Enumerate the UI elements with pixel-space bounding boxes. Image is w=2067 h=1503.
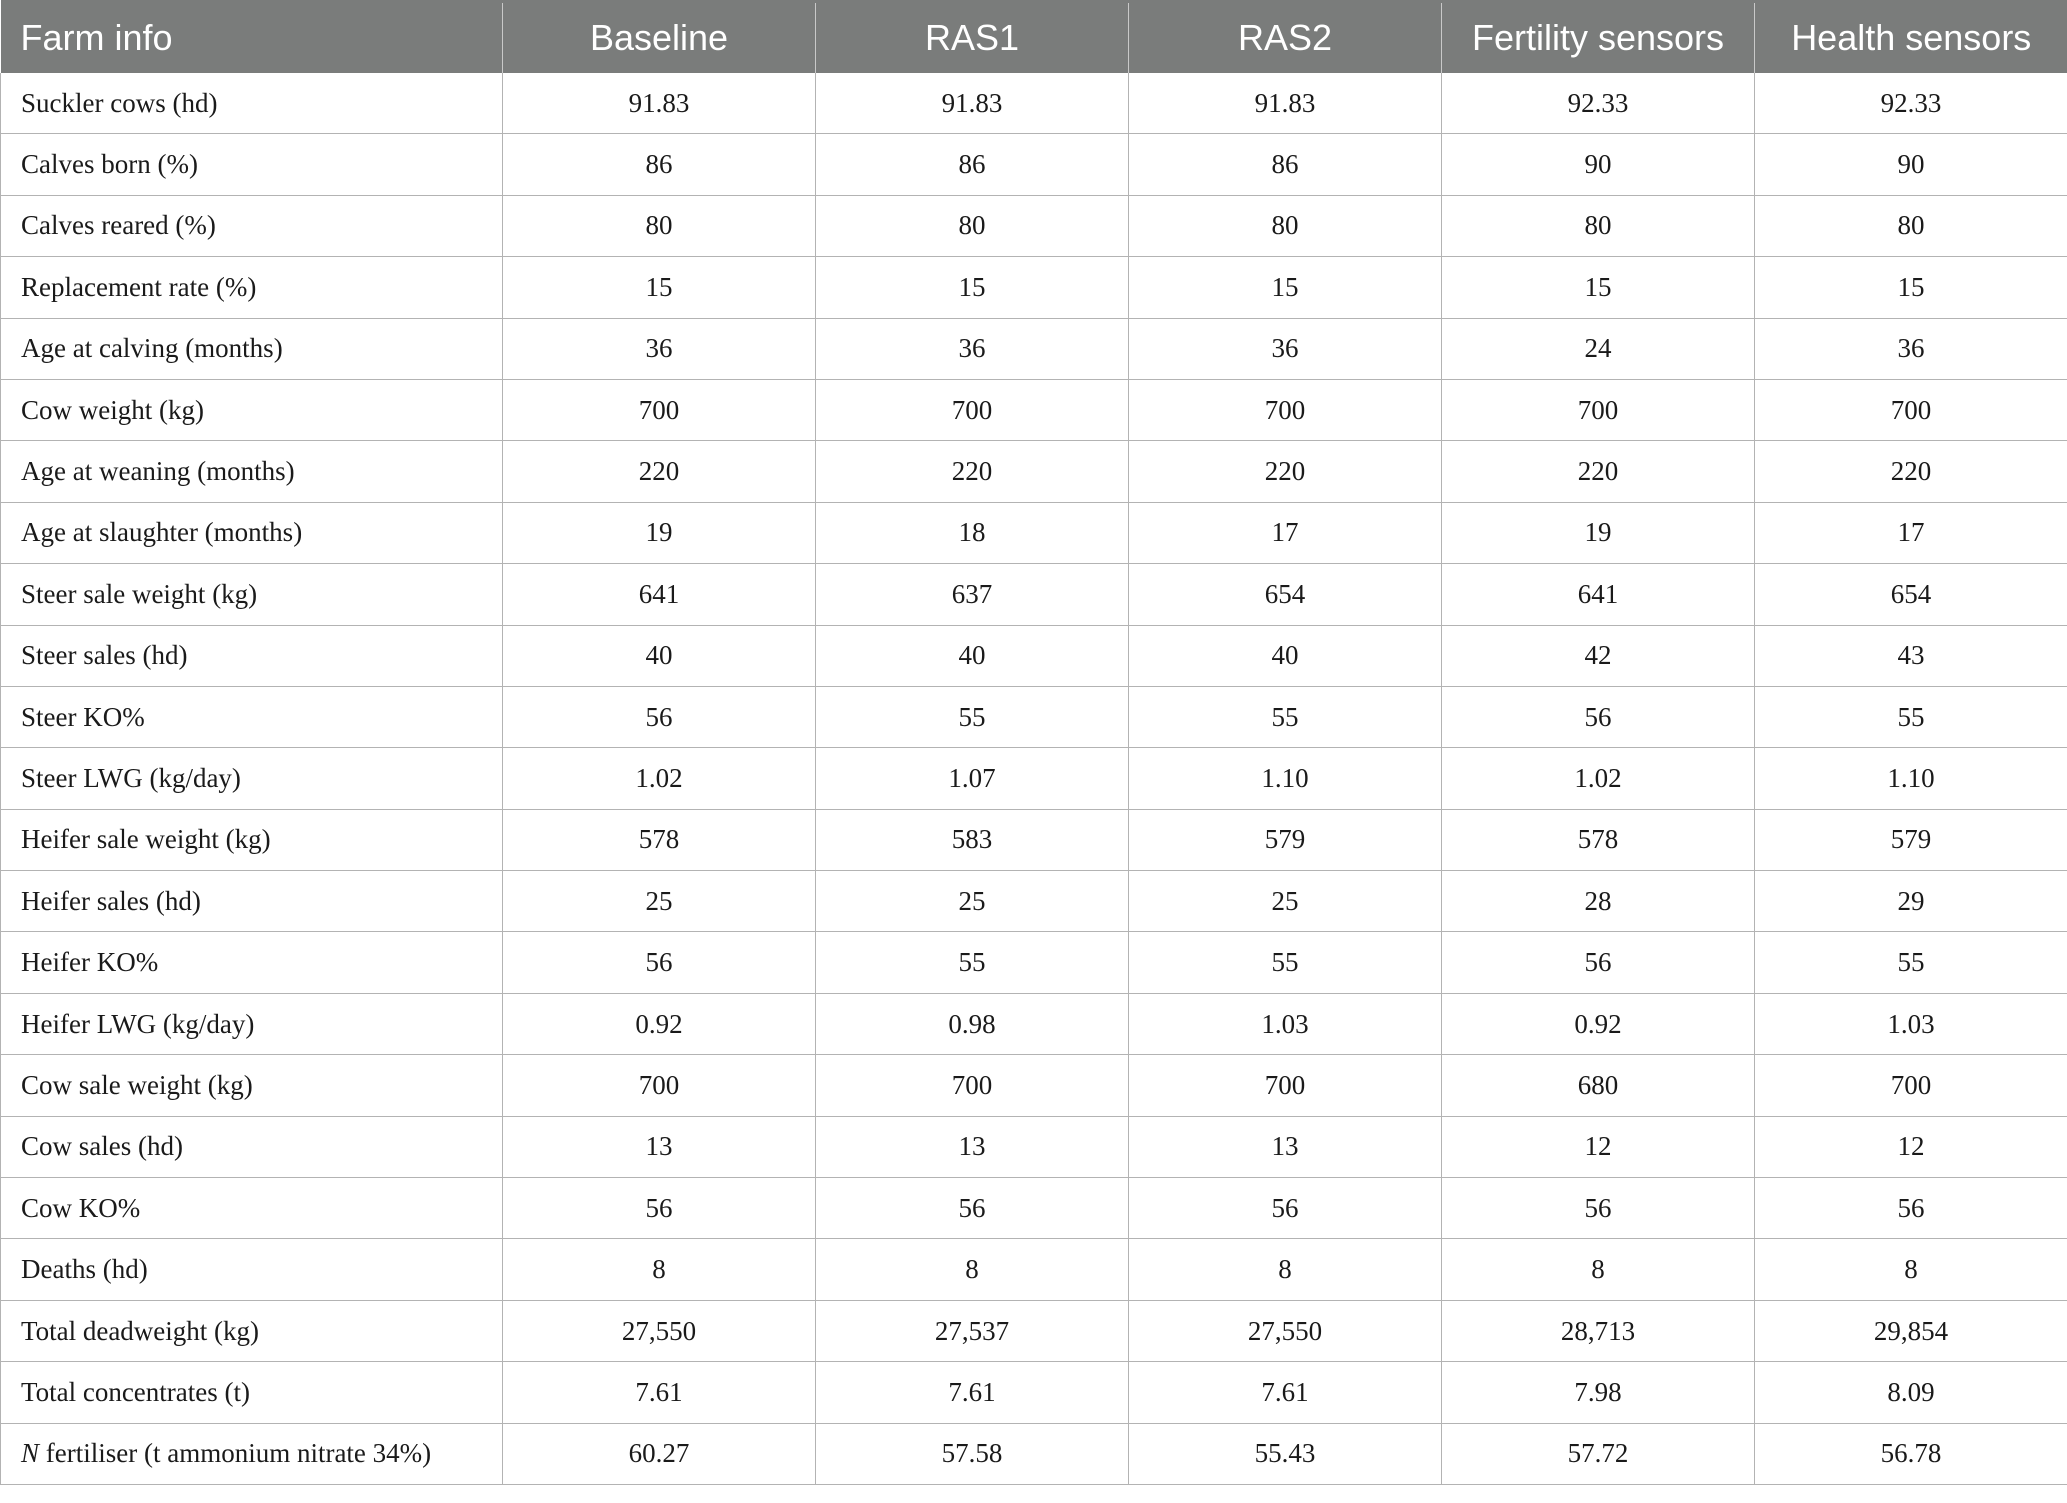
cell-fertility-sensors: 24 [1442,318,1755,379]
cell-ras2: 1.10 [1129,748,1442,809]
cell-baseline: 220 [503,441,816,502]
cell-health-sensors: 1.10 [1755,748,2067,809]
cell-baseline: 27,550 [503,1300,816,1361]
row-label: Heifer KO% [1,932,503,993]
table-row [1,1239,2067,1300]
row-label: Calves reared (%) [1,195,503,256]
cell-baseline: 8 [503,1239,816,1300]
cell-ras1: 56 [816,1178,1129,1239]
cell-baseline: 36 [503,318,816,379]
row-label: Age at slaughter (months) [1,502,503,563]
cell-health-sensors: 29 [1755,871,2067,932]
table-body [1,73,2067,1484]
cell-baseline: 80 [503,195,816,256]
table-row [1,257,2067,318]
cell-ras1: 36 [816,318,1129,379]
cell-baseline: 19 [503,502,816,563]
cell-fertility-sensors: 19 [1442,502,1755,563]
cell-fertility-sensors: 56 [1442,686,1755,747]
cell-health-sensors: 36 [1755,318,2067,379]
cell-health-sensors: 56 [1755,1178,2067,1239]
cell-ras2: 1.03 [1129,993,1442,1054]
table-row [1,134,2067,195]
row-label: Heifer sales (hd) [1,871,503,932]
cell-ras2: 36 [1129,318,1442,379]
cell-ras2: 7.61 [1129,1362,1442,1423]
cell-fertility-sensors: 28,713 [1442,1300,1755,1361]
row-label: Heifer LWG (kg/day) [1,993,503,1054]
cell-ras2: 55 [1129,686,1442,747]
cell-baseline: 700 [503,1055,816,1116]
cell-fertility-sensors: 12 [1442,1116,1755,1177]
cell-health-sensors: 12 [1755,1116,2067,1177]
cell-health-sensors: 55 [1755,686,2067,747]
cell-fertility-sensors: 7.98 [1442,1362,1755,1423]
table-row [1,932,2067,993]
table-row [1,195,2067,256]
row-label: Age at calving (months) [1,318,503,379]
cell-ras1: 55 [816,686,1129,747]
table-row [1,1116,2067,1177]
cell-ras2: 654 [1129,564,1442,625]
row-label: Suckler cows (hd) [1,73,503,134]
cell-ras2: 13 [1129,1116,1442,1177]
cell-fertility-sensors: 80 [1442,195,1755,256]
row-label: Cow sales (hd) [1,1116,503,1177]
row-label-italic-prefix: N [21,1438,40,1469]
cell-ras1: 0.98 [816,993,1129,1054]
cell-ras2: 700 [1129,1055,1442,1116]
cell-ras1: 700 [816,1055,1129,1116]
cell-health-sensors: 15 [1755,257,2067,318]
row-label: Deaths (hd) [1,1239,503,1300]
cell-health-sensors: 17 [1755,502,2067,563]
column-header-ras2: RAS2 [1129,2,1442,74]
cell-ras2: 220 [1129,441,1442,502]
row-label: Steer KO% [1,686,503,747]
cell-ras1: 13 [816,1116,1129,1177]
cell-baseline: 578 [503,809,816,870]
cell-baseline: 700 [503,379,816,440]
cell-health-sensors: 1.03 [1755,993,2067,1054]
cell-baseline: 56 [503,686,816,747]
table-row [1,441,2067,502]
row-label: Total deadweight (kg) [1,1300,503,1361]
cell-fertility-sensors: 578 [1442,809,1755,870]
cell-health-sensors: 90 [1755,134,2067,195]
cell-ras2: 17 [1129,502,1442,563]
cell-ras2: 27,550 [1129,1300,1442,1361]
cell-ras2: 40 [1129,625,1442,686]
cell-health-sensors: 8 [1755,1239,2067,1300]
cell-fertility-sensors: 1.02 [1442,748,1755,809]
cell-fertility-sensors: 15 [1442,257,1755,318]
row-label: Cow weight (kg) [1,379,503,440]
cell-fertility-sensors: 8 [1442,1239,1755,1300]
cell-ras2: 86 [1129,134,1442,195]
cell-ras2: 579 [1129,809,1442,870]
row-label: Cow KO% [1,1178,503,1239]
cell-ras1: 637 [816,564,1129,625]
column-header-fertility-sensors: Fertility sensors [1442,2,1755,74]
column-header-health-sensors: Health sensors [1755,2,2067,74]
row-label: Steer sales (hd) [1,625,503,686]
cell-health-sensors: 56.78 [1755,1423,2067,1484]
table-row [1,379,2067,440]
row-label: Calves born (%) [1,134,503,195]
cell-health-sensors: 579 [1755,809,2067,870]
cell-fertility-sensors: 90 [1442,134,1755,195]
cell-health-sensors: 700 [1755,1055,2067,1116]
row-label: Heifer sale weight (kg) [1,809,503,870]
row-label: Steer sale weight (kg) [1,564,503,625]
row-label: Total concentrates (t) [1,1362,503,1423]
cell-ras2: 80 [1129,195,1442,256]
cell-health-sensors: 92.33 [1755,73,2067,134]
cell-baseline: 1.02 [503,748,816,809]
table-row [1,1362,2067,1423]
cell-baseline: 86 [503,134,816,195]
cell-fertility-sensors: 92.33 [1442,73,1755,134]
cell-fertility-sensors: 56 [1442,932,1755,993]
cell-ras2: 8 [1129,1239,1442,1300]
cell-ras1: 1.07 [816,748,1129,809]
cell-health-sensors: 220 [1755,441,2067,502]
column-header-baseline: Baseline [503,2,816,74]
table-row [1,993,2067,1054]
cell-baseline: 40 [503,625,816,686]
cell-ras1: 7.61 [816,1362,1129,1423]
row-label: Steer LWG (kg/day) [1,748,503,809]
cell-ras1: 583 [816,809,1129,870]
cell-ras1: 80 [816,195,1129,256]
cell-fertility-sensors: 28 [1442,871,1755,932]
table-row [1,1178,2067,1239]
cell-health-sensors: 700 [1755,379,2067,440]
row-label [1,1423,503,1484]
cell-baseline: 7.61 [503,1362,816,1423]
cell-baseline: 0.92 [503,993,816,1054]
column-header-farm-info: Farm info [1,2,503,74]
cell-health-sensors: 55 [1755,932,2067,993]
row-label: Age at weaning (months) [1,441,503,502]
cell-baseline: 56 [503,1178,816,1239]
table-row [1,809,2067,870]
cell-ras2: 25 [1129,871,1442,932]
cell-health-sensors: 8.09 [1755,1362,2067,1423]
cell-baseline: 60.27 [503,1423,816,1484]
cell-ras2: 55 [1129,932,1442,993]
table-row [1,1300,2067,1361]
cell-fertility-sensors: 0.92 [1442,993,1755,1054]
cell-ras1: 27,537 [816,1300,1129,1361]
cell-ras2: 56 [1129,1178,1442,1239]
cell-ras1: 8 [816,1239,1129,1300]
cell-ras1: 15 [816,257,1129,318]
cell-ras1: 25 [816,871,1129,932]
cell-ras1: 91.83 [816,73,1129,134]
cell-fertility-sensors: 700 [1442,379,1755,440]
cell-fertility-sensors: 42 [1442,625,1755,686]
cell-baseline: 56 [503,932,816,993]
row-label: Cow sale weight (kg) [1,1055,503,1116]
cell-fertility-sensors: 680 [1442,1055,1755,1116]
table-row [1,1423,2067,1484]
cell-ras2: 15 [1129,257,1442,318]
cell-health-sensors: 80 [1755,195,2067,256]
cell-baseline: 641 [503,564,816,625]
cell-ras1: 40 [816,625,1129,686]
cell-fertility-sensors: 641 [1442,564,1755,625]
row-label: Replacement rate (%) [1,257,503,318]
cell-baseline: 15 [503,257,816,318]
cell-ras1: 18 [816,502,1129,563]
row-label-text: fertiliser (t ammonium nitrate 34%) [39,1438,432,1469]
cell-ras1: 86 [816,134,1129,195]
header-row [1,2,2067,74]
cell-health-sensors: 43 [1755,625,2067,686]
cell-ras1: 57.58 [816,1423,1129,1484]
table-row [1,502,2067,563]
cell-ras1: 220 [816,441,1129,502]
cell-ras1: 55 [816,932,1129,993]
table-row [1,625,2067,686]
cell-health-sensors: 29,854 [1755,1300,2067,1361]
cell-baseline: 13 [503,1116,816,1177]
cell-ras1: 700 [816,379,1129,440]
table-row [1,564,2067,625]
cell-fertility-sensors: 56 [1442,1178,1755,1239]
cell-ras2: 91.83 [1129,73,1442,134]
cell-baseline: 91.83 [503,73,816,134]
cell-health-sensors: 654 [1755,564,2067,625]
table-row [1,318,2067,379]
table-row [1,1055,2067,1116]
cell-ras2: 700 [1129,379,1442,440]
cell-fertility-sensors: 220 [1442,441,1755,502]
table-row [1,73,2067,134]
cell-ras2: 55.43 [1129,1423,1442,1484]
table-row [1,686,2067,747]
cell-fertility-sensors: 57.72 [1442,1423,1755,1484]
table-row [1,748,2067,809]
cell-baseline: 25 [503,871,816,932]
table-row [1,871,2067,932]
column-header-ras1: RAS1 [816,2,1129,74]
table-header [1,2,2067,74]
